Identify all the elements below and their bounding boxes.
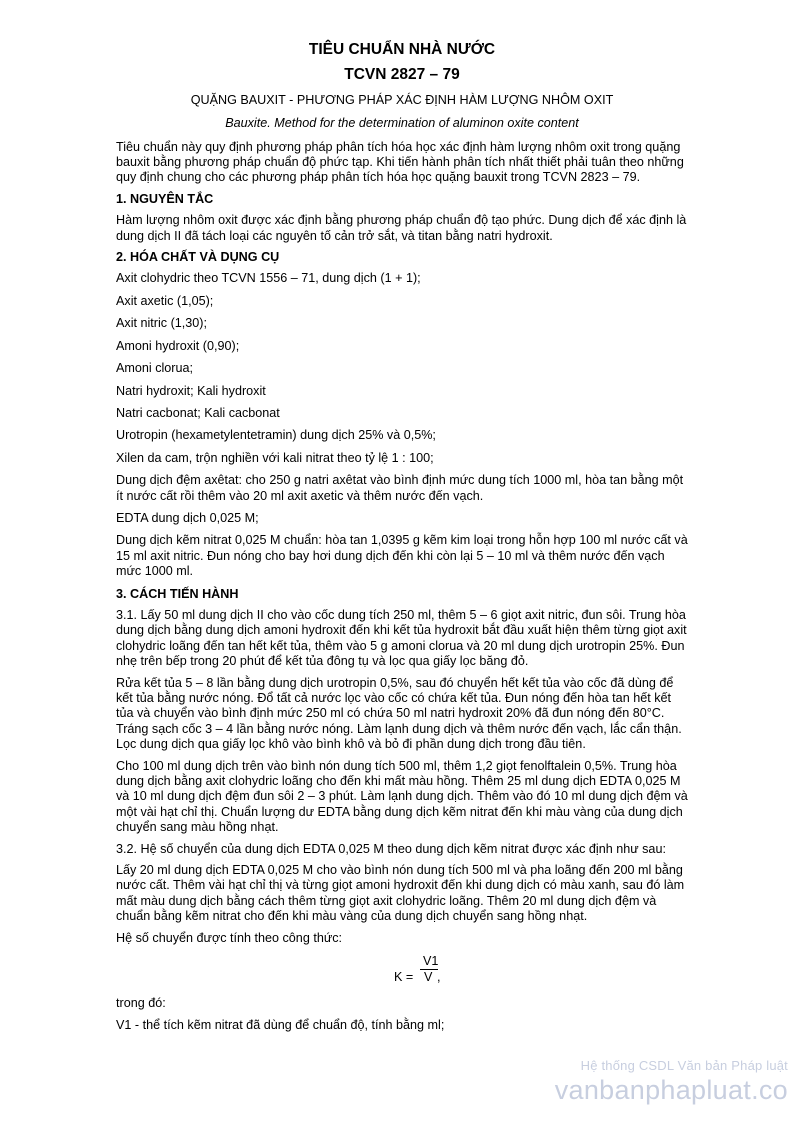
formula-tail: ,: [437, 970, 441, 985]
watermark: [548, 1058, 788, 1105]
intro-paragraph: Tiêu chuẩn này quy định phương pháp phân tích hóa học xác định hàm lượng nhôm oxit trong quặng bauxit bằng phương pháp chuẩn độ phức tạp. Khi tiến hành phân tích nhất thiết phải tuân theo những quy định chung cho các phương pháp phân tích hóa học quặng bauxit trong TCVN 2823 – 79.: [116, 139, 684, 185]
watermark-line-2: vanbanphapluat.co: [554, 1075, 788, 1105]
chemical-item: Natri cacbonat; Kali cacbonat: [116, 405, 280, 420]
document-page: [116, 42, 688, 1039]
chemical-item: Axit nitric (1,30);: [116, 316, 207, 331]
chemical-item: Dung dịch đệm axêtat: cho 250 g natri axêtat vào bình định mức dung tích 1000 ml, hòa tan bằng một ít nước cất rồi thêm vào 20 ml axit axetic và thêm nước đến vạch.: [116, 473, 684, 503]
subtitle-vietnamese: QUẶNG BAUXIT - PHƯƠNG PHÁP XÁC ĐỊNH HÀM LƯỢNG NHÔM OXIT: [190, 92, 614, 107]
procedure-paragraph: 3.1. Lấy 50 ml dung dịch II cho vào cốc dung tích 250 ml, thêm 5 – 6 giọt axit nitric, đun sôi. Trung hòa dung dịch bằng dung dịch amoni hydroxit đến khi kết tủa hydroxit bắt đầu xuất hiện thêm từng giọt axit clohydric loãng đến tan hết kết tủa, thêm vào 5 g amoni clorua và 20 ml dung dịch urotropin 25%. Đun nhẹ trên bếp trong 20 phút để kết tủa đông tụ và lọc qua giấy lọc băng đỏ.: [116, 607, 687, 669]
watermark-line-1: Hệ thống CSDL Văn bản Pháp luật: [580, 1058, 788, 1073]
chemical-item: Xilen da cam, trộn nghiền với kali nitrat theo tỷ lệ 1 : 100;: [116, 450, 434, 465]
chemical-item: Amoni clorua;: [116, 361, 193, 376]
formula-lhs: K =: [394, 970, 414, 985]
section-1-text: Hàm lượng nhôm oxit được xác định bằng phương pháp chuẩn độ tạo phức. Dung dịch để xác định là dung dịch II đã tách loại các nguyên tố cản trở sắt, và titan bằng natri hydroxit.: [116, 213, 687, 243]
chemical-item: Axit axetic (1,05);: [116, 293, 214, 308]
standard-code: TCVN 2827 – 79: [344, 66, 460, 84]
section-3-heading: 3. CÁCH TIẾN HÀNH: [116, 586, 239, 601]
chemical-item: Urotropin (hexametylentetramin) dung dịch 25% và 0,5%;: [116, 428, 436, 443]
subtitle-english: Bauxite. Method for the determination of aluminon oxite content: [225, 116, 579, 131]
chemical-item: Amoni hydroxit (0,90);: [116, 338, 240, 353]
procedure-paragraph: Lấy 20 ml dung dịch EDTA 0,025 M cho vào bình nón dung tích 500 ml và pha loãng đến 200 ml bằng nước cất. Thêm vài hạt chỉ thị và từng giọt amoni hydroxit đến khi dung dịch có màu xanh, sau đó làm mất màu dung dịch bằng cách thêm từng giọt axit clohydric loãng. Thêm 20 ml dung dịch đệm và chuẩn bằng kẽm nitrat cho đến khi màu vàng của dung dịch chuyển sang hồng nhạt.: [116, 863, 685, 924]
procedure-paragraph: Rửa kết tủa 5 – 8 lần bằng dung dịch urotropin 0,5%, sau đó chuyển hết kết tủa vào cốc đã dùng để kết tủa bằng nước nóng. Đổ tất cả nước lọc vào cốc có chứa kết tủa. Đun nóng đến hòa tan hết kết tủa và chuyển vào bình định mức 250 ml có chứa 50 ml natri hydroxit 20% đã đun nóng đến 80°C. Tráng sạch cốc 3 – 4 lần bằng nước nóng. Làm lạnh dung dịch và thêm nước đến vạch, lắc cẩn thận. Lọc dung dịch qua giấy lọc khô vào bình khô và bỏ đi phần dung dịch trong đầu tiên.: [116, 675, 682, 752]
v1-definition: V1 - thể tích kẽm nitrat đã dùng để chuẩn độ, tính bằng ml;: [116, 1017, 445, 1032]
chemical-item: EDTA dung dịch 0,025 M;: [116, 510, 259, 525]
where-label: trong đó:: [116, 996, 166, 1011]
procedure-paragraph: Cho 100 ml dung dịch trên vào bình nón dung tích 500 ml, thêm 1,2 giọt fenolftalein 0,5%. Trung hòa dung dịch bằng axit clohydric loãng cho đến khi mất màu hồng. Thêm 25 ml dung dịch EDTA 0,025 M và 10 ml dung dịch đệm đun sôi 2 – 3 phút. Làm lạnh dung dịch. Thêm vào đó 10 ml dung dịch đệm và một vài hạt chỉ thị. Chuẩn lượng dư EDTA bằng dung dịch kẽm nitrat đến khi màu vàng của dung dịch chuyển sang màu hồng nhạt.: [116, 758, 688, 835]
conversion-formula: [116, 952, 688, 992]
formula-denominator: V: [424, 970, 433, 985]
document-title: TIÊU CHUẨN NHÀ NƯỚC: [308, 41, 496, 58]
formula-intro: Hệ số chuyển được tính theo công thức:: [116, 930, 343, 945]
chemical-item: Axit clohydric theo TCVN 1556 – 71, dung dịch (1 + 1);: [116, 271, 421, 286]
chemical-item: Dung dịch kẽm nitrat 0,025 M chuẩn: hòa tan 1,0395 g kẽm kim loại trong hỗn hợp 100 ml nước cất và 15 ml axit nitric. Đun nóng cho bay hơi dung dịch đến khi còn lại 5 – 10 ml và thêm nước đến vạch mức 1000 ml.: [116, 533, 688, 579]
section-1-heading: 1. NGUYÊN TẮC: [116, 191, 214, 206]
section-2-heading: 2. HÓA CHẤT VÀ DỤNG CỤ: [116, 250, 280, 265]
formula-numerator: V1: [423, 954, 439, 969]
procedure-paragraph: 3.2. Hệ số chuyển của dung dịch EDTA 0,025 M theo dung dịch kẽm nitrat được xác định như sau:: [116, 841, 666, 856]
chemical-item: Natri hydroxit; Kali hydroxit: [116, 383, 266, 398]
